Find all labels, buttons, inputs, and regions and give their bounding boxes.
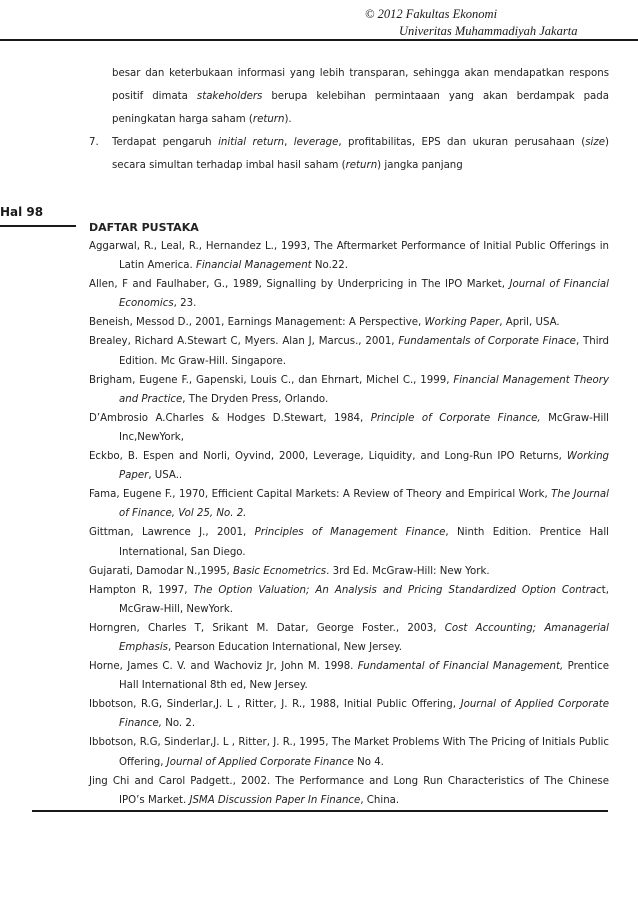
bibliography-title: DAFTAR PUSTAKA bbox=[89, 221, 199, 234]
header-rule bbox=[0, 39, 638, 41]
reference-entry: Allen, F and Faulhaber, G., 1989, Signalling by Underpricing in The IPO Market, Journal of Financial Economics, 23. bbox=[89, 279, 610, 310]
reference-list bbox=[89, 237, 609, 810]
footer-rule bbox=[32, 810, 608, 812]
reference-entry: Hampton R, 1997, The Option Valuation; An Analysis and Pricing Standardized Option Contract, McGraw-Hill, NewYork. bbox=[89, 584, 609, 615]
header-copyright: © 2012 Fakultas Ekonomi bbox=[365, 7, 498, 21]
header-university: Univeritas Muhammadiyah Jakarta bbox=[399, 24, 578, 38]
reference-entry: Brealey, Richard A.Stewart C, Myers. Alan J, Marcus., 2001, Fundamentals of Corporate Finace, Third Edition. Mc Graw-Hill. Singapore. bbox=[89, 336, 610, 367]
reference-entry: Ibbotson, R.G, Sinderlar,J. L , Ritter, J. R., 1995, The Market Problems With The Pricing of Initials Public Offering, Journal of Applied Corporate Finance No 4. bbox=[89, 737, 609, 768]
page-label-rule bbox=[0, 225, 76, 227]
reference-entry: Jing Chi and Carol Padgett., 2002. The Performance and Long Run Characteristics of The Chinese IPO’s Market. JSMA Discussion Paper In Finance, China. bbox=[89, 775, 609, 806]
reference-entry: Horngren, Charles T, Srikant M. Datar, George Foster., 2003, Cost Accounting; Amanagerial Emphasis, Pearson Education International, New Jersey. bbox=[89, 622, 609, 653]
item-text: Terdapat pengaruh initial return, leverage, profitabilitas, EPS dan ukuran perusahaan (size) secara simultan terhadap imbal hasil saham (return) jangka panjang bbox=[112, 137, 609, 171]
reference-entry: Brigham, Eugene F., Gapenski, Louis C., dan Ehrnart, Michel C., 1999, Financial Management Theory and Practice, The Dryden Press, Orlando. bbox=[89, 374, 609, 405]
reference-entry: D’Ambrosio A.Charles & Hodges D.Stewart, 1984, Principle of Corporate Finance, McGraw-Hill Inc,NewYork, bbox=[89, 412, 609, 443]
conclusion-para-6-tail: besar dan keterbukaan informasi yang lebih transparan, sehingga akan mendapatkan respons positif dimata stakeholders berupa kelebihan permintaaan yang akan berdampak pada peningkatan harga saham (return). bbox=[112, 68, 609, 125]
reference-entry: Eckbo, B. Espen and Norli, Oyvind, 2000, Leverage, Liquidity, and Long-Run IPO Returns, Working Paper, USA.. bbox=[89, 451, 609, 482]
reference-entry: Fama, Eugene F., 1970, Efficient Capital Markets: A Review of Theory and Empirical Work, The Journal of Finance, Vol 25, No. 2. bbox=[89, 489, 609, 520]
reference-entry: Beneish, Messod D., 2001, Earnings Management: A Perspective, Working Paper, April, USA. bbox=[89, 317, 560, 329]
reference-entry: Aggarwal, R., Leal, R., Hernandez L., 1993, The Aftermarket Performance of Initial Public Offerings in Latin America. Financial Management No.22. bbox=[89, 241, 609, 272]
page-header bbox=[365, 6, 625, 40]
conclusion-continuation bbox=[89, 62, 609, 177]
page-number-label: Hal 98 bbox=[0, 205, 44, 219]
reference-entry: Ibbotson, R.G, Sinderlar,J. L , Ritter, J. R., 1988, Initial Public Offering, Journal of Applied Corporate Finance, No. 2. bbox=[89, 699, 609, 730]
reference-entry: Gittman, Lawrence J., 2001, Principles of Management Finance, Ninth Edition. Prentice Hall International, San Diego. bbox=[89, 527, 609, 558]
reference-entry: Horne, James C. V. and Wachoviz Jr, John M. 1998. Fundamental of Financial Management, Prentice Hall International 8th ed, New Jersey. bbox=[89, 661, 609, 692]
conclusion-item-7 bbox=[89, 131, 609, 177]
bibliography bbox=[89, 218, 609, 810]
reference-entry: Gujarati, Damodar N.,1995, Basic Ecnometrics. 3rd Ed. McGraw-Hill: New York. bbox=[89, 565, 490, 577]
item-number: 7. bbox=[89, 137, 99, 148]
